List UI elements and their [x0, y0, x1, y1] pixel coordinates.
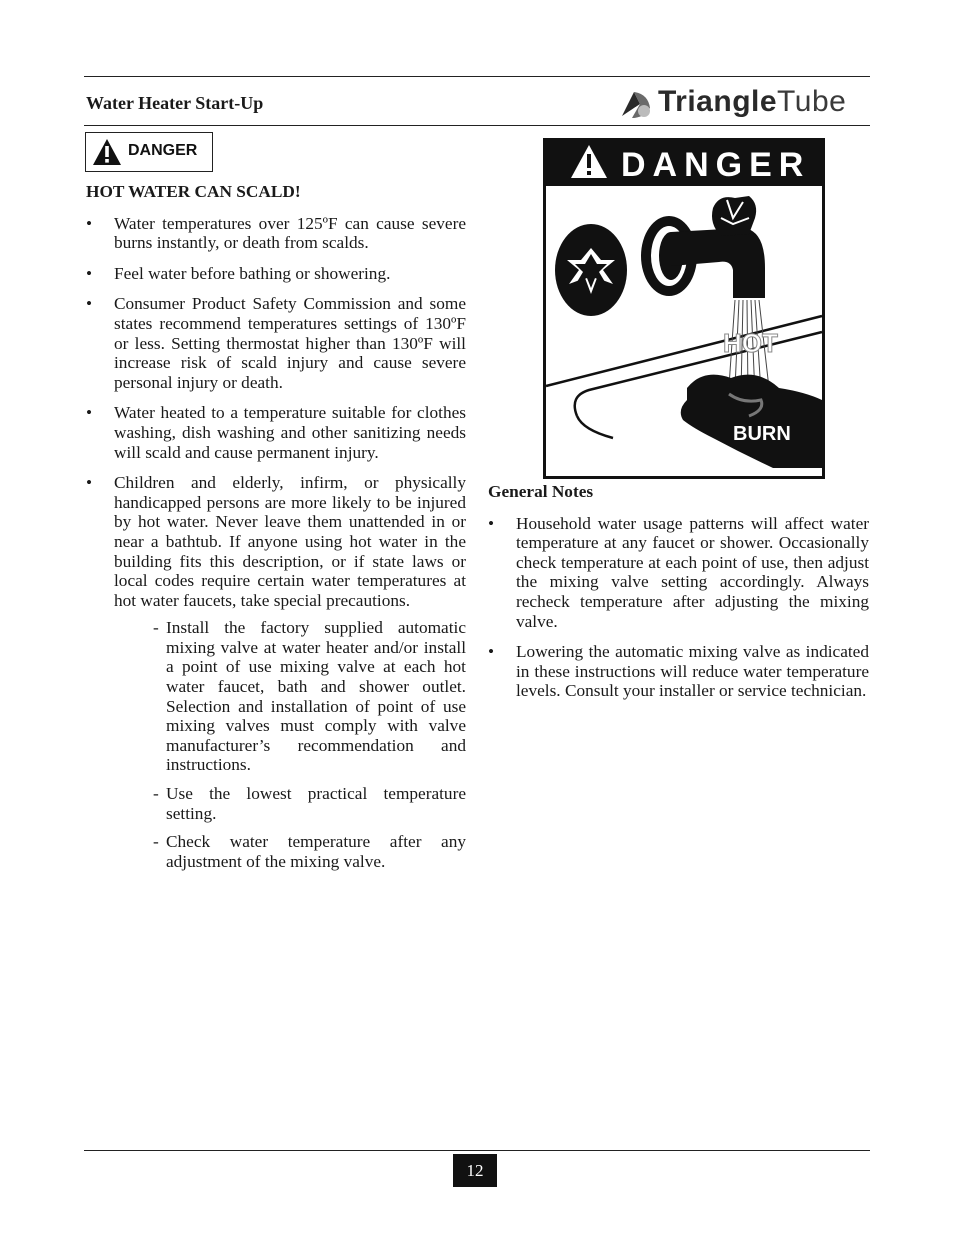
list-item-text: Feel water before bathing or showering.: [114, 263, 391, 283]
list-item: [86, 294, 466, 392]
bullet-marker: •: [86, 213, 93, 233]
bullet-marker: •: [86, 473, 93, 493]
sub-list-item-text: Check water temperature after any adjustment of the mixing valve.: [166, 832, 466, 871]
brand-name-part2: Tube: [777, 85, 847, 118]
general-notes-section: [488, 482, 869, 712]
general-notes-list: [488, 514, 869, 701]
list-item: [86, 403, 466, 462]
hot-label: HOT: [723, 328, 778, 358]
list-item: [488, 514, 869, 632]
list-item: [488, 642, 869, 701]
hot-water-warning-section: [86, 182, 466, 882]
sub-list-item: [138, 618, 466, 775]
list-item: [86, 214, 466, 253]
sub-list-item-text: Use the lowest practical temperature setting.: [166, 784, 466, 823]
top-rule: [84, 76, 870, 77]
section-title: Water Heater Start-Up: [86, 93, 264, 113]
bullet-marker: •: [86, 294, 93, 314]
danger-label-text: DANGER: [128, 142, 198, 159]
list-item-text: Water heated to a temperature suitable for clothes washing, dish washing and other sanitizing needs will scald and cause permanent injury.: [114, 403, 466, 462]
danger-sign-illustration: [543, 138, 825, 479]
bullet-marker: •: [86, 263, 93, 283]
warning-triangle-icon: [92, 138, 122, 166]
hot-water-bullet-list: [86, 214, 466, 872]
list-item-text: Children and elderly, infirm, or physically handicapped persons are more likely to be injured by hot water. Never leave them unattended in or near a bathtub. If anyone using hot water in the building fits this description, or if state laws or local codes require certain water temperatures at hot water faucets, take special precautions.: [114, 473, 466, 610]
dash-marker: -: [153, 832, 159, 852]
precautions-sublist: [114, 618, 466, 871]
sub-list-item: [138, 784, 466, 823]
list-item-text: Consumer Product Safety Commission and some states recommend temperatures settings of 130ºF or less. Setting thermostat higher than 130ºF will increase risk of scald injury and cause severe personal injury or death.: [114, 294, 466, 392]
dash-marker: -: [153, 618, 159, 638]
list-item: [86, 473, 466, 871]
danger-sign-title: DANGER: [621, 146, 811, 184]
list-item: [86, 264, 466, 284]
sub-list-item: [138, 832, 466, 871]
burn-label: BURN: [733, 423, 791, 445]
sub-list-item-text: Install the factory supplied automatic mixing valve at water heater and/or install a point of use mixing valve at each hot water faucet, bath and shower outlet. Selection and installation of point of use mixing valves must comply with valve manufacturer’s recommendation and instructions.: [166, 618, 466, 775]
bullet-marker: •: [488, 642, 495, 662]
triangle-tube-logo-icon: [618, 86, 654, 122]
header-rule: [84, 125, 870, 126]
footer-rule: [84, 1150, 870, 1151]
dash-marker: -: [153, 784, 159, 804]
list-item-text: Water temperatures over 125ºF can cause severe burns instantly, or death from scalds.: [114, 213, 466, 253]
bullet-marker: •: [86, 403, 93, 423]
list-item-text: Household water usage patterns will affect water temperature at any faucet or shower. Occasionally check temperature at each point of use, then adjust the mixing valve setting accordingly. Always recheck temperature after adjusting the mixing valve.: [516, 513, 869, 631]
brand-logo: [618, 84, 868, 122]
hot-water-heading: HOT WATER CAN SCALD!: [86, 182, 301, 201]
danger-label-box: [85, 132, 213, 172]
page-number: 12: [453, 1154, 497, 1187]
list-item-text: Lowering the automatic mixing valve as indicated in these instructions will reduce water temperature levels. Consult your installer or service technician.: [516, 642, 869, 701]
bullet-marker: •: [488, 513, 495, 533]
general-notes-heading: General Notes: [488, 482, 594, 501]
brand-name-part1: Triangle: [658, 85, 778, 118]
